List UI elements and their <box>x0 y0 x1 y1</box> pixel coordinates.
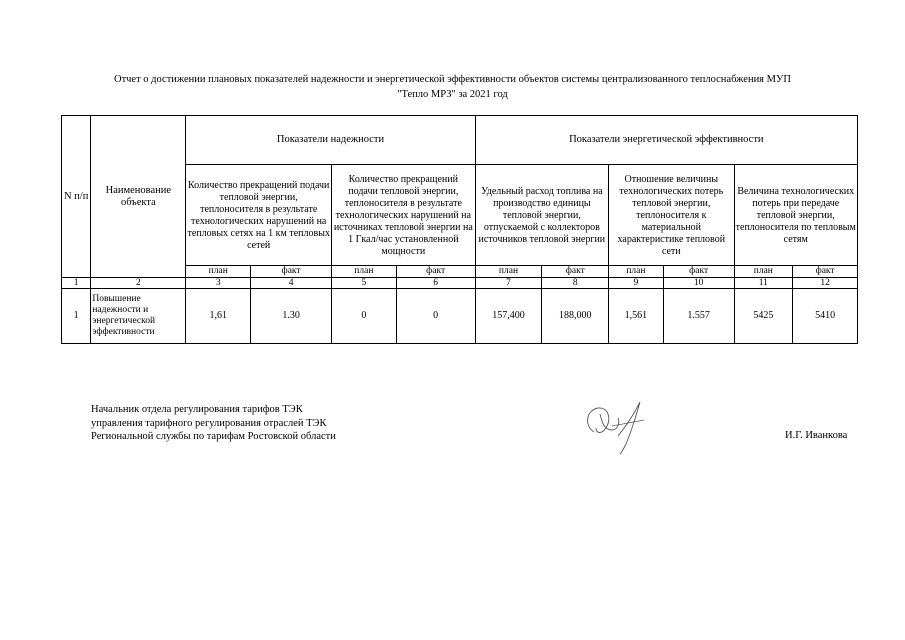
cell-fuel-consumption-plan: 157,400 <box>475 289 542 344</box>
header-n: N п/п <box>62 116 91 278</box>
header-row-groups <box>62 116 858 165</box>
report-title-line1: Отчет о достижении плановых показателей надежности и энергетической эффективности объектов системы централизованного теплоснабжения МУП <box>113 74 791 85</box>
cell-loss-ratio-fact: 1.557 <box>663 289 734 344</box>
cell-fuel-consumption-fact: 188,000 <box>542 289 609 344</box>
position-line: Начальник отдела регулирования тарифов ТЭК <box>91 404 303 415</box>
table-row <box>62 289 858 344</box>
header-fact: факт <box>793 266 858 278</box>
signatory-position <box>91 403 336 444</box>
column-number: 10 <box>663 278 734 289</box>
header-plan: план <box>475 266 542 278</box>
header-fact: факт <box>663 266 734 278</box>
header-indicator-source-outages: Количество прекращений подачи тепловой энергии, теплоносителя в результате технологических нарушений на источниках тепловой энергии на 1 Гкал/час установленной мощности <box>332 165 476 266</box>
header-fact: факт <box>251 266 332 278</box>
cell-loss-ratio-plan: 1,561 <box>609 289 664 344</box>
header-object-name: Наименование объекта <box>91 116 186 278</box>
cell-network-outages-plan: 1,61 <box>186 289 251 344</box>
header-indicator-transfer-losses: Величина технологических потерь при передаче тепловой энергии, теплоносителя по тепловым сетям <box>734 165 858 266</box>
cell-transfer-losses-fact: 5410 <box>793 289 858 344</box>
cell-network-outages-fact: 1.30 <box>251 289 332 344</box>
column-number: 12 <box>793 278 858 289</box>
report-title <box>60 72 845 102</box>
header-plan: план <box>609 266 664 278</box>
report-table <box>61 115 858 344</box>
header-plan: план <box>332 266 397 278</box>
handwritten-signature <box>582 396 652 456</box>
header-indicator-network-outages: Количество прекращений подачи тепловой энергии, теплоносителя в результате технологических нарушений на тепловых сетях на 1 км тепловых сетей <box>186 165 332 266</box>
header-energy-group: Показатели энергетической эффективности <box>475 116 857 165</box>
position-line: управления тарифного регулирования отраслей ТЭК <box>91 417 327 429</box>
cell-source-outages-plan: 0 <box>332 289 397 344</box>
column-number: 8 <box>542 278 609 289</box>
row-object-name: Повышение надежности и энергетической эффективности <box>91 289 186 344</box>
signer-name: И.Г. Иванкова <box>785 430 848 441</box>
header-row-column-numbers <box>62 278 858 289</box>
column-number: 11 <box>734 278 793 289</box>
row-number: 1 <box>62 289 91 344</box>
header-reliability-group: Показатели надежности <box>186 116 475 165</box>
column-number: 3 <box>186 278 251 289</box>
cell-transfer-losses-plan: 5425 <box>734 289 793 344</box>
header-indicator-loss-ratio: Отношение величины технологических потерь тепловой энергии, теплоносителя к материальной характеристике тепловой сети <box>609 165 734 266</box>
column-number: 1 <box>62 278 91 289</box>
header-indicator-fuel-consumption: Удельный расход топлива на производство единицы тепловой энергии, отпускаемой с коллекторов источников тепловой энергии <box>475 165 609 266</box>
column-number: 5 <box>332 278 397 289</box>
column-number: 9 <box>609 278 664 289</box>
column-number: 4 <box>251 278 332 289</box>
cell-source-outages-fact: 0 <box>396 289 475 344</box>
column-number: 2 <box>91 278 186 289</box>
position-line: Региональной службы по тарифам Ростовской области <box>91 431 336 442</box>
header-plan: план <box>186 266 251 278</box>
header-plan: план <box>734 266 793 278</box>
report-title-line2: "Тепло МРЗ" за 2021 год <box>397 89 508 100</box>
header-fact: факт <box>396 266 475 278</box>
column-number: 6 <box>396 278 475 289</box>
column-number: 7 <box>475 278 542 289</box>
header-fact: факт <box>542 266 609 278</box>
